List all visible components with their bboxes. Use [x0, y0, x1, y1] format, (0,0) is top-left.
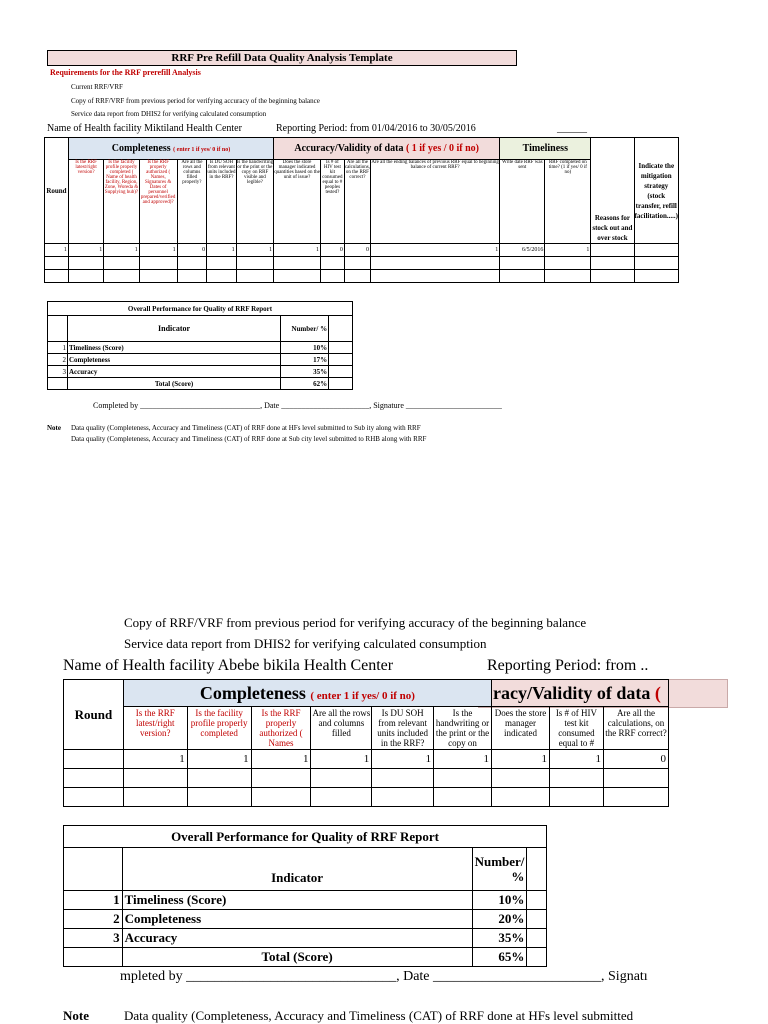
- performance-title: Overall Performance for Quality of RRF Report: [48, 302, 353, 316]
- page-title: RRF Pre Refill Data Quality Analysis Template: [47, 50, 517, 66]
- requirement-item: Copy of RRF/VRF from previous period for verifying accuracy of the beginning balance: [124, 615, 587, 630]
- requirements-heading: Requirements for the RRF prerefill Analysis: [50, 68, 201, 77]
- requirement-item: Copy of RRF/VRF from previous period for verifying accuracy of the beginning balance: [71, 97, 320, 105]
- question-cell: RRF completed on time? (1 if yes/ 0 if no): [545, 160, 591, 244]
- question-cell: Is the RRF latest/right version?: [123, 707, 187, 750]
- note-line: Data quality (Completeness, Accuracy and Timeliness (CAT) of RRF done at Sub city level submitted to RHB along with RRF: [71, 435, 427, 443]
- question-cell: Is DU SOH from relevant units included in the RRF?: [207, 160, 237, 244]
- table-row: 3 Accuracy 35%: [48, 366, 353, 378]
- indicator-header: Indicator: [67, 316, 280, 342]
- question-cell: Is the RRF latest/right version?: [68, 160, 103, 244]
- completeness-header: Completeness ( enter 1 if yes/ 0 if no): [123, 680, 491, 707]
- number-header: Number/ %: [472, 848, 527, 891]
- table-row: 1 Timeliness (Score) 10%: [48, 342, 353, 354]
- rrf-quality-table: [44, 137, 679, 283]
- question-cell: Are all the rows and columns filled properly?: [177, 160, 207, 244]
- note-label: Note: [63, 1008, 89, 1023]
- requirement-item: Current RRF/VRF: [71, 83, 123, 91]
- question-cell: Is the facility profile properly completed: [187, 707, 251, 750]
- table-row: 1 1 1 1 0 1 1 1 0 0 1 6/5/2016 1: [45, 244, 679, 257]
- question-cell: Is the facility profile properly completed ( Name of health facility, Region, Zone, Woreda & Supplying hub)?: [104, 160, 139, 244]
- completed-by-line: mpleted by ______________________________, Date ________________________, Signatı: [120, 969, 648, 984]
- table-row: [64, 769, 669, 788]
- reporting-period-blank: ______: [557, 123, 587, 134]
- question-cell: Is the RRF properly authorized ( Names, Signatures & Dates of personnel prepared/verified and approved)?: [139, 160, 177, 244]
- rrf-quality-table-zoomed: [63, 679, 669, 807]
- table-row: [64, 788, 669, 807]
- table-row: 1 Timeliness (Score) 10%: [64, 891, 547, 910]
- table-row: [45, 270, 679, 283]
- table-row: 3 Accuracy 35%: [64, 929, 547, 948]
- requirement-item: Service data report from DHIS2 for verifying calculated consumption: [124, 636, 487, 651]
- timeliness-header: Timeliness: [500, 138, 591, 160]
- completed-by-line: Completed by ______________________________, Date ______________________, Signature ________________________: [93, 401, 502, 410]
- total-row: Total (Score) 62%: [48, 378, 353, 390]
- performance-title: Overall Performance for Quality of RRF Report: [64, 826, 547, 848]
- question-cell: Write date RRF was sent: [500, 160, 545, 244]
- question-cell: Is # of HIV test kit consumed equal to # peoples tested?: [320, 160, 344, 244]
- note-label: Note: [47, 424, 61, 432]
- table-row: 2 Completeness 17%: [48, 354, 353, 366]
- question-cell: Is DU SOH from relevant units included in the RRF?: [372, 707, 434, 750]
- reporting-period: Reporting Period: from 01/04/2016 to 30/05/2016: [276, 123, 476, 134]
- question-cell: Is the handwriting or the print or the copy on: [434, 707, 492, 750]
- requirement-item: Service data report from DHIS2 for verifying calculated consumption: [71, 110, 267, 118]
- note-line: Data quality (Completeness, Accuracy and Timeliness (CAT) of RRF done at HFs level submitted: [124, 1008, 634, 1023]
- question-cell: Is the handwriting or the print or the copy on RRF visible and legible?: [236, 160, 273, 244]
- question-cell: Does the store manager indicated: [491, 707, 549, 750]
- question-cell: Are all the rows and columns filled: [311, 707, 372, 750]
- question-cell: Are all the calculations, on the RRF correct?: [344, 160, 370, 244]
- reasons-header: Reasons for stock out and over stock: [591, 160, 634, 244]
- round-header: Round: [45, 138, 69, 244]
- number-header: Number/ %: [281, 316, 329, 342]
- reporting-period: Reporting Period: from ..: [487, 657, 649, 674]
- question-cell: Are all the calculations, on the RRF correct?: [603, 707, 668, 750]
- indicator-header: Indicator: [122, 848, 472, 891]
- accuracy-header: racy/Validity of data (: [491, 680, 668, 707]
- accuracy-header: Accuracy/Validity of data ( 1 if yes / 0 if no): [274, 138, 500, 160]
- mitigation-header: Indicate the mitigation strategy (stock transfer, refill facilitation.....): [634, 138, 678, 244]
- performance-table-zoomed: [63, 825, 547, 967]
- table-row: 2 Completeness 20%: [64, 910, 547, 929]
- question-cell: Does the store manager indicated quantities based on the unit of issue?: [274, 160, 321, 244]
- question-cell: Is # of HIV test kit consumed equal to #: [549, 707, 603, 750]
- performance-table: [47, 301, 353, 390]
- table-row: 1 1 1 1 1 1 1 1 0: [64, 750, 669, 769]
- total-row: Total (Score) 65%: [64, 948, 547, 967]
- table-row: [45, 257, 679, 270]
- round-header: Round: [64, 680, 124, 750]
- question-cell: Is the RRF properly authorized ( Names: [251, 707, 311, 750]
- completeness-header: Completeness ( enter 1 if yes/ 0 if no): [68, 138, 273, 160]
- question-cell: Are all the ending balances of previous RRF equal to beginning balance of current RRF?: [370, 160, 499, 244]
- note-line: Data quality (Completeness, Accuracy and Timeliness (CAT) of RRF done at HFs level submitted to Sub ity along with RRF: [71, 424, 421, 432]
- facility-name: Name of Health facility Miktiland Health Center: [47, 123, 242, 134]
- facility-name: Name of Health facility Abebe bikila Health Center: [63, 657, 394, 674]
